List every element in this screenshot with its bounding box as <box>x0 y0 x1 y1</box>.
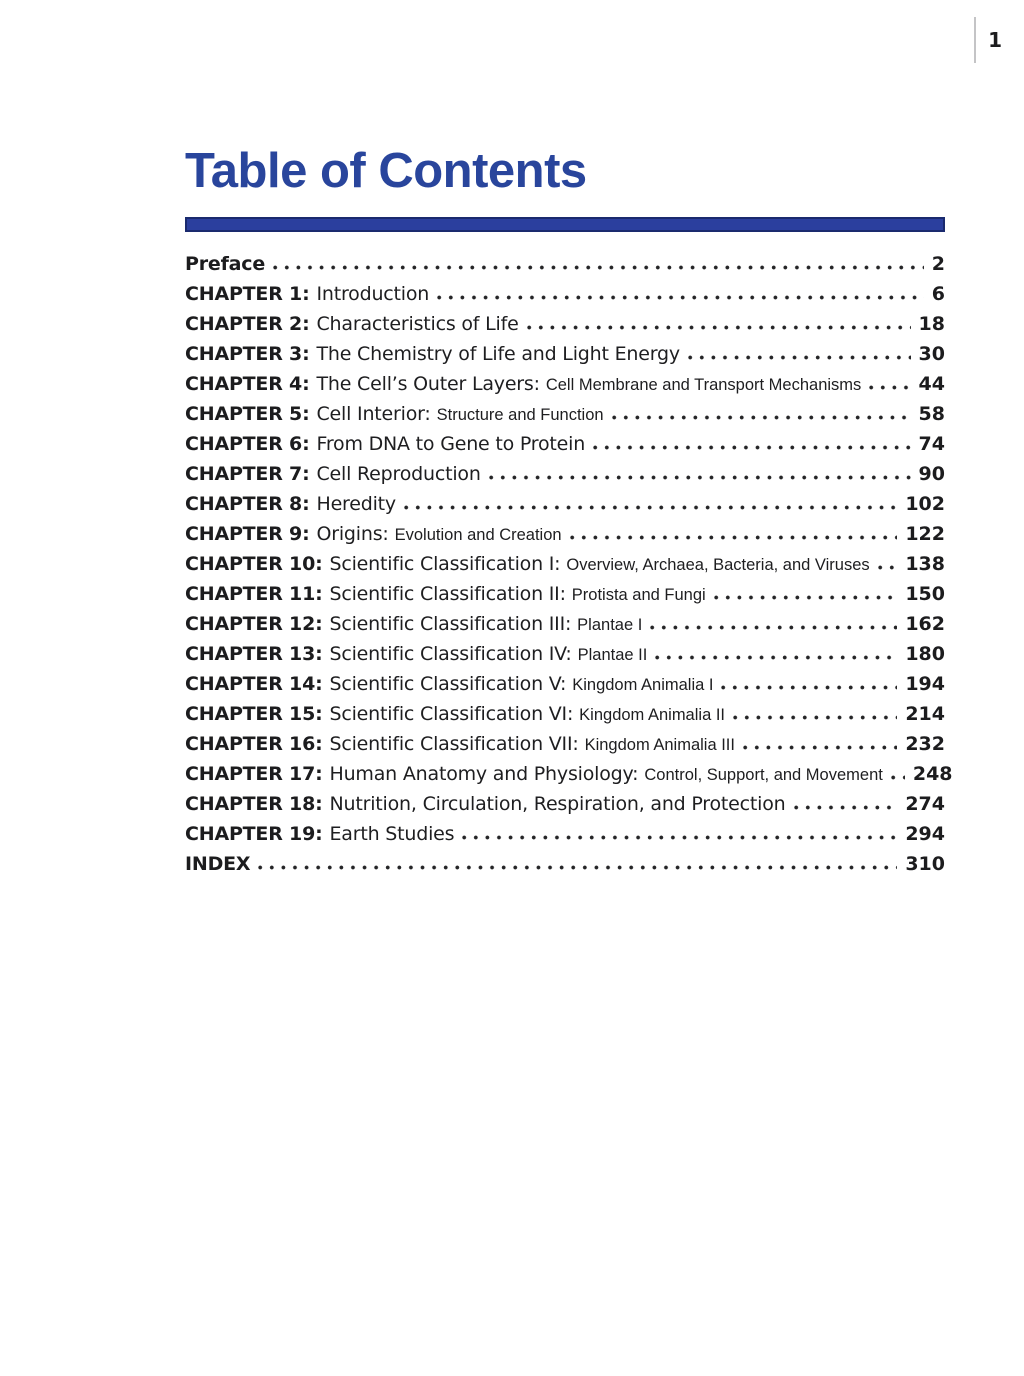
toc-entry-page: 214 <box>905 703 945 726</box>
toc-entry-label: CHAPTER 4: <box>185 373 310 396</box>
toc-entry-label: CHAPTER 5: <box>185 403 310 426</box>
toc-entry-subtitle: Protista and Fungi <box>571 586 706 605</box>
toc-entry-page: 90 <box>918 463 945 486</box>
dot-leader <box>273 265 924 270</box>
dot-leader <box>612 415 911 420</box>
dot-leader <box>878 565 898 570</box>
page-number-divider <box>974 17 976 63</box>
toc-entry-subtitle: Structure and Function <box>436 406 604 425</box>
toc-entry <box>185 429 945 459</box>
toc-entry-subtitle: Kingdom Animalia I <box>572 676 714 695</box>
dot-leader <box>593 445 910 450</box>
toc-entry-label: CHAPTER 8: <box>185 493 310 516</box>
toc-entry <box>185 699 945 729</box>
toc-entry-page: 310 <box>905 853 945 876</box>
toc-entry <box>185 549 945 579</box>
toc-entry-title: Scientific Classification III: <box>329 613 572 636</box>
toc-entry-subtitle: Control, Support, and Movement <box>644 766 883 785</box>
dot-leader <box>794 805 898 810</box>
toc-entry-label: Preface <box>185 253 266 276</box>
page-title: Table of Contents <box>185 144 587 198</box>
dot-leader <box>733 715 897 720</box>
dot-leader <box>655 655 897 660</box>
toc-entry-page: 248 <box>912 763 953 786</box>
toc-entry <box>185 759 953 789</box>
toc-entry-page: 58 <box>918 403 945 426</box>
toc-entry-page: 294 <box>905 823 945 846</box>
dot-leader <box>891 775 905 780</box>
toc-entry-page: 180 <box>905 643 945 666</box>
toc-entry-label: CHAPTER 16: <box>185 733 323 756</box>
toc-entry-title: Nutrition, Circulation, Respiration, and Protection <box>329 793 786 816</box>
toc-entry <box>185 279 945 309</box>
toc-entry <box>185 819 945 849</box>
dot-leader <box>258 865 897 870</box>
toc-entry-page: 18 <box>918 313 945 336</box>
title-rule-bar <box>185 217 945 232</box>
toc-entry-label: CHAPTER 13: <box>185 643 323 666</box>
toc-entry-label: CHAPTER 6: <box>185 433 310 456</box>
page-number: 1 <box>988 28 1002 52</box>
toc-entry-title: Characteristics of Life <box>316 313 519 336</box>
toc-entry-title: Human Anatomy and Physiology: <box>329 763 639 786</box>
dot-leader <box>570 535 898 540</box>
dot-leader <box>527 325 911 330</box>
toc-entry <box>185 579 945 609</box>
toc-entry-page: 30 <box>918 343 945 366</box>
toc-entry-page: 194 <box>905 673 945 696</box>
toc-entry <box>185 789 945 819</box>
toc-entry-page: 44 <box>918 373 945 396</box>
toc-entry-title: Cell Interior: <box>316 403 431 426</box>
toc-entry-page: 274 <box>905 793 945 816</box>
toc-entry <box>185 339 945 369</box>
toc-entry <box>185 249 945 279</box>
toc-entry-page: 74 <box>918 433 945 456</box>
toc-entry-title: Earth Studies <box>329 823 455 846</box>
toc-entry-title: The Chemistry of Life and Light Energy <box>316 343 680 366</box>
toc-entry-title: Scientific Classification II: <box>329 583 566 606</box>
toc-entry <box>185 399 945 429</box>
toc-entry-title: The Cell’s Outer Layers: <box>316 373 540 396</box>
dot-leader <box>404 505 897 510</box>
toc-entry <box>185 849 945 879</box>
toc-entry <box>185 729 945 759</box>
toc-entry-subtitle: Plantae I <box>577 616 643 635</box>
dot-leader <box>437 295 924 300</box>
toc-entry-label: CHAPTER 11: <box>185 583 323 606</box>
toc-entry-title: Scientific Classification I: <box>329 553 561 576</box>
toc-entry-label: CHAPTER 15: <box>185 703 323 726</box>
toc-entry-page: 150 <box>905 583 945 606</box>
dot-leader <box>869 385 910 390</box>
toc-entry-label: INDEX <box>185 853 251 876</box>
toc-entry-subtitle: Overview, Archaea, Bacteria, and Viruses <box>566 556 870 575</box>
toc-entry-title: Cell Reproduction <box>316 463 481 486</box>
toc-entry-title: Scientific Classification V: <box>329 673 567 696</box>
toc-entry <box>185 609 945 639</box>
toc-entry-page: 2 <box>931 253 945 276</box>
toc-entry-label: CHAPTER 2: <box>185 313 310 336</box>
content-column <box>185 0 953 879</box>
toc-entry-subtitle: Plantae II <box>577 646 648 665</box>
toc-entry-title: Origins: <box>316 523 389 546</box>
toc-entry-label: CHAPTER 3: <box>185 343 310 366</box>
toc-entry-title: Scientific Classification VI: <box>329 703 574 726</box>
toc-entry-label: CHAPTER 14: <box>185 673 323 696</box>
toc-entry <box>185 369 945 399</box>
dot-leader <box>688 355 911 360</box>
toc-entry-title: Introduction <box>316 283 430 306</box>
toc-entry <box>185 459 945 489</box>
toc-entry-title: Scientific Classification VII: <box>329 733 579 756</box>
toc-entry-title: Scientific Classification IV: <box>329 643 572 666</box>
toc-entry-label: CHAPTER 10: <box>185 553 323 576</box>
dot-leader <box>489 475 911 480</box>
toc-entry-title: Heredity <box>316 493 396 516</box>
toc-entry-label: CHAPTER 7: <box>185 463 310 486</box>
page-number-area <box>974 16 1002 64</box>
dot-leader <box>721 685 897 690</box>
toc-entry-label: CHAPTER 9: <box>185 523 310 546</box>
dot-leader <box>714 595 898 600</box>
toc-entry-label: CHAPTER 17: <box>185 763 323 786</box>
toc-entry-page: 138 <box>905 553 945 576</box>
toc-entry-label: CHAPTER 19: <box>185 823 323 846</box>
toc-list <box>185 249 953 879</box>
toc-entry-page: 6 <box>931 283 945 306</box>
toc-entry <box>185 669 945 699</box>
toc-entry <box>185 639 945 669</box>
toc-entry-label: CHAPTER 1: <box>185 283 310 306</box>
toc-entry-page: 232 <box>905 733 945 756</box>
dot-leader <box>650 625 897 630</box>
toc-entry-page: 162 <box>905 613 945 636</box>
toc-entry <box>185 519 945 549</box>
toc-entry <box>185 489 945 519</box>
toc-entry-label: CHAPTER 12: <box>185 613 323 636</box>
toc-entry-subtitle: Cell Membrane and Transport Mechanisms <box>545 376 862 395</box>
toc-entry-subtitle: Evolution and Creation <box>394 526 562 545</box>
toc-entry-page: 102 <box>905 493 945 516</box>
dot-leader <box>743 745 897 750</box>
toc-entry <box>185 309 945 339</box>
toc-entry-subtitle: Kingdom Animalia II <box>579 706 725 725</box>
toc-entry-title: From DNA to Gene to Protein <box>316 433 586 456</box>
toc-entry-subtitle: Kingdom Animalia III <box>584 736 735 755</box>
toc-entry-label: CHAPTER 18: <box>185 793 323 816</box>
toc-entry-page: 122 <box>905 523 945 546</box>
dot-leader <box>462 835 897 840</box>
